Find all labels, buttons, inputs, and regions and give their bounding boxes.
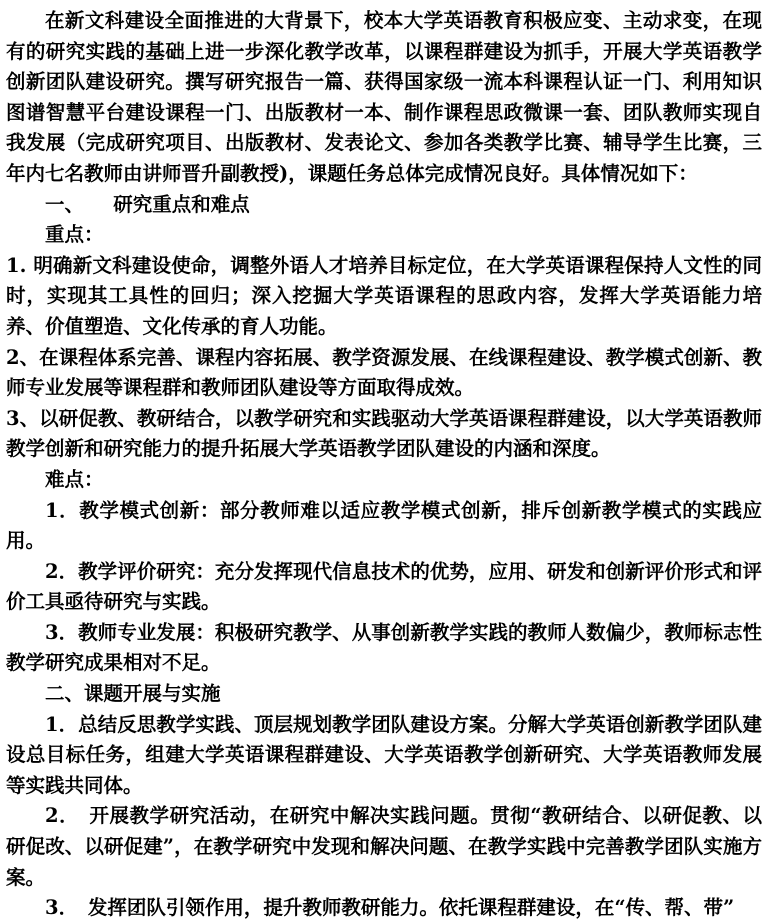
implementation-3: 3． 发挥团队引领作用，提升教师教研能力。依托课程群建设，在“传、帮、带” xyxy=(45,896,735,920)
key-point-2: 2、在课程体系完善、课程内容拓展、教学资源发展、在线课程建设、教学模式创新、教师专业发展等课程群和教师团队建设等方面取得成效。 xyxy=(6,345,762,400)
paragraph-intro: 在新文科建设全面推进的大背景下，校本大学英语教育积极应变、主动求变，在现有的研究实践的基础上进一步深化教学改革，以课程群建设为抓手，开展大学英语教学创新团队建设研究。撰写研究报告一篇、获得国家级一流本科课程认证一门、利用知识图谱智慧平台建设课程一门、出版教材一本、制作课程思政微课一套、团队教师实现自我发展（完成研究项目、出版教材、发表论文、参加各类教学比赛、辅导学生比赛，三年内七名教师由讲师晋升副教授)，课题任务总体完成情况良好。具体情况如下： xyxy=(6,9,762,185)
section-heading-1: 一、 研究重点和难点 xyxy=(45,192,250,216)
key-point-1: 1. 明确新文科建设使命，调整外语人才培养目标定位，在大学英语课程保持人文性的同时，实现其工具性的回归；深入挖掘大学英语课程的思政内容，发挥大学英语能力培养、价值塑造、文化传承的育人功能。 xyxy=(6,253,762,338)
implementation-2: 2． 开展教学研究活动，在研究中解决实践问题。贯彻“教研结合、以研促教、以研促改、以研促建”，在教学研究中发现和解决问题、在教学实践中完善教学团队实施方案。 xyxy=(6,804,762,889)
label-key-points: 重点： xyxy=(45,223,104,247)
difficulty-2: 2．教学评价研究：充分发挥现代信息技术的优势，应用、研发和创新评价形式和评价工具亟待研究与实践。 xyxy=(6,559,762,614)
key-point-3: 3、以研促教、教研结合，以教学研究和实践驱动大学英语课程群建设，以大学英语教师教学创新和研究能力的提升拓展大学英语教学团队建设的内涵和深度。 xyxy=(6,406,762,461)
label-difficulties: 难点： xyxy=(45,467,104,491)
difficulty-3: 3．教师专业发展：积极研究教学、从事创新教学实践的教师人数偏少，教师标志性教学研究成果相对不足。 xyxy=(6,620,762,675)
implementation-1: 1．总结反思教学实践、顶层规划教学团队建设方案。分解大学英语创新教学团队建设总目标任务，组建大学英语课程群建设、大学英语教学创新研究、大学英语教师发展等实践共同体。 xyxy=(6,712,762,797)
difficulty-1: 1．教学模式创新：部分教师难以适应教学模式创新，排斥创新教学模式的实践应用。 xyxy=(6,498,762,553)
section-heading-2: 二、课题开展与实施 xyxy=(45,682,221,706)
